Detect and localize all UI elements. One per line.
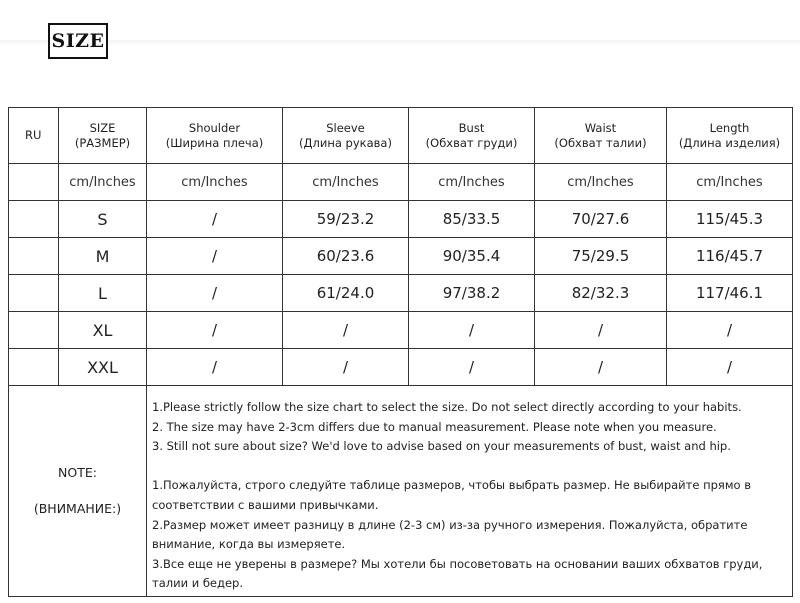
header-divider: [0, 40, 800, 46]
waist-cell: 70/27.6: [535, 201, 667, 238]
size-badge: SIZE: [48, 23, 108, 59]
note-label: [9, 386, 147, 597]
header-row: [9, 108, 793, 164]
length-cell: /: [667, 349, 793, 386]
units-row: [9, 164, 793, 201]
waist-cell: /: [535, 349, 667, 386]
unit-cell: cm/Inches: [535, 164, 667, 201]
size-cell: XL: [59, 312, 147, 349]
units-empty: [9, 164, 59, 201]
shoulder-cell: /: [147, 275, 283, 312]
note-en-3: 3. Still not sure about size? We'd love to advise based on your measurements of bust, waist and hip.: [152, 439, 731, 454]
header-waist: Waist (Обхват талии): [535, 108, 667, 164]
shoulder-cell: /: [147, 201, 283, 238]
bust-cell: /: [409, 349, 535, 386]
header-bust: Bust (Обхват груди): [409, 108, 535, 164]
waist-cell: /: [535, 312, 667, 349]
size-cell: XXL: [59, 349, 147, 386]
header-size: SIZE (РАЗМЕР): [59, 108, 147, 164]
table-row: [9, 238, 793, 275]
waist-cell: 75/29.5: [535, 238, 667, 275]
shoulder-cell: /: [147, 312, 283, 349]
table-row: [9, 275, 793, 312]
length-cell: 116/45.7: [667, 238, 793, 275]
header-length: Length (Длина изделия): [667, 108, 793, 164]
table-row: [9, 312, 793, 349]
length-cell: 115/45.3: [667, 201, 793, 238]
table-row: [9, 349, 793, 386]
unit-cell: cm/Inches: [283, 164, 409, 201]
note-en-1: 1.Please strictly follow the size chart to select the size. Do not select directly according to your habits.: [152, 400, 742, 414]
note-label-ru: (ВНИМАНИЕ:): [33, 501, 122, 516]
unit-cell: cm/Inches: [147, 164, 283, 201]
size-chart-table: [8, 107, 793, 597]
size-cell: M: [59, 238, 147, 275]
sleeve-cell: /: [283, 312, 409, 349]
waist-cell: 82/32.3: [535, 275, 667, 312]
shoulder-cell: /: [147, 238, 283, 275]
bust-cell: 97/38.2: [409, 275, 535, 312]
size-cell: S: [59, 201, 147, 238]
table-row: [9, 201, 793, 238]
note-row: [9, 386, 793, 597]
length-cell: /: [667, 312, 793, 349]
header-shoulder: Shoulder (Ширина плеча): [147, 108, 283, 164]
sleeve-cell: 59/23.2: [283, 201, 409, 238]
header-sleeve: Sleeve (Длина рукава): [283, 108, 409, 164]
bust-cell: 85/33.5: [409, 201, 535, 238]
note-ru-2: 2.Размер может имеет разницу в длине (2-3 см) из-за ручного измерения. Пожалуйста, обратите внимание, когда вы измеряете.: [152, 517, 748, 552]
sleeve-cell: /: [283, 349, 409, 386]
note-ru-3: 3.Все еще не уверены в размере? Мы хотели бы посоветовать на основании ваших обхватов груди, талии и бедер.: [152, 556, 763, 591]
unit-cell: cm/Inches: [409, 164, 535, 201]
sleeve-cell: 61/24.0: [283, 275, 409, 312]
sleeve-cell: 60/23.6: [283, 238, 409, 275]
unit-cell: cm/Inches: [59, 164, 147, 201]
length-cell: 117/46.1: [667, 275, 793, 312]
note-text: [147, 386, 793, 597]
header-ru: RU: [9, 108, 59, 164]
shoulder-cell: /: [147, 349, 283, 386]
bust-cell: 90/35.4: [409, 238, 535, 275]
note-label-en: NOTE:: [58, 465, 97, 480]
bust-cell: /: [409, 312, 535, 349]
note-ru-1: 1.Пожалуйста, строго следуйте таблице размеров, чтобы выбрать размер. Не выбирайте прямо в соответствии с вашими привычками.: [152, 478, 751, 512]
note-en-2: 2. The size may have 2-3cm differs due to manual measurement. Please note when you measure.: [152, 419, 717, 434]
unit-cell: cm/Inches: [667, 164, 793, 201]
size-cell: L: [59, 275, 147, 312]
